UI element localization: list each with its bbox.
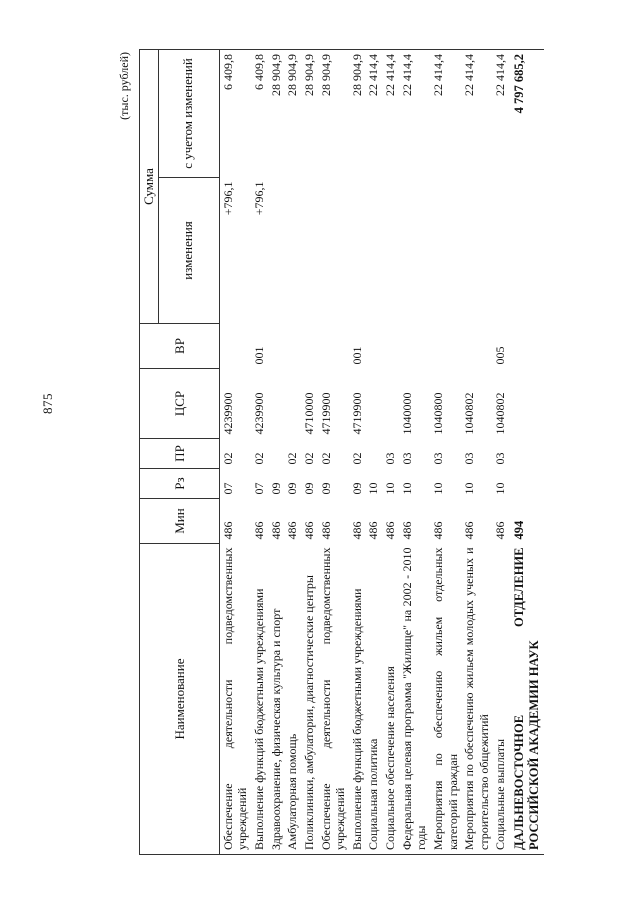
row-rz: 10 xyxy=(430,482,445,495)
row-name: Обеспечение деятельности подведомственных учреждений xyxy=(318,544,349,855)
row-csr: 4719900 xyxy=(318,392,333,435)
row-pr: 03 xyxy=(399,452,414,465)
row-name: Социальные выплаты xyxy=(492,544,509,855)
row-csr: 1040000 xyxy=(399,392,414,435)
table-row xyxy=(284,50,301,855)
row-total: 22 414,4 xyxy=(382,50,399,178)
row-csr: 4719900 xyxy=(349,392,364,435)
row-rz: 07 xyxy=(252,482,267,495)
row-csr xyxy=(509,369,544,439)
row-rz: 10 xyxy=(366,482,381,495)
row-rz: 09 xyxy=(318,482,333,495)
row-name: Выполнение функций бюджетными учреждениями xyxy=(251,544,268,855)
row-min: 486 xyxy=(301,521,316,540)
row-total: 22 414,4 xyxy=(492,50,509,178)
row-min: 486 xyxy=(430,521,445,540)
row-vr xyxy=(318,324,349,369)
table-row xyxy=(399,50,430,855)
row-change xyxy=(461,178,492,324)
row-name: ДАЛЬНЕВОСТОЧНОЕ ОТДЕЛЕНИЕ РОССИЙСКОЙ АКАДЕМИИ НАУК xyxy=(509,544,544,855)
row-change xyxy=(268,178,285,324)
row-total: 6 409,8 xyxy=(251,50,268,178)
row-change xyxy=(430,178,461,324)
row-rz: 10 xyxy=(399,482,414,495)
col-name-header: Наименование xyxy=(140,544,220,855)
row-total: 22 414,4 xyxy=(430,50,461,178)
row-change xyxy=(284,178,301,324)
row-change xyxy=(509,178,544,324)
row-pr: 02 xyxy=(349,452,364,465)
row-pr: 02 xyxy=(252,452,267,465)
row-pr xyxy=(509,439,544,469)
row-pr: 03 xyxy=(462,452,477,465)
table-row xyxy=(461,50,492,855)
row-csr: 4710000 xyxy=(301,392,316,435)
row-pr: 03 xyxy=(493,452,508,465)
row-rz: 09 xyxy=(301,482,316,495)
row-csr xyxy=(365,369,382,439)
row-pr xyxy=(268,439,285,469)
row-total: 28 904,9 xyxy=(284,50,301,178)
total-row xyxy=(509,50,544,855)
row-pr: 02 xyxy=(285,452,300,465)
table-row xyxy=(219,50,251,855)
row-name: Выполнение функций бюджетными учреждениями xyxy=(349,544,366,855)
table-row xyxy=(430,50,461,855)
row-vr xyxy=(301,324,318,369)
row-vr xyxy=(509,324,544,369)
col-with-change-header: с учетом изменений xyxy=(158,50,219,178)
row-min: 486 xyxy=(462,521,477,540)
row-name: Обеспечение деятельности подведомственных учреждений xyxy=(219,544,251,855)
page-number: 875 xyxy=(40,393,55,414)
col-csr-header: ЦСР xyxy=(140,369,220,439)
col-vr-header: ВР xyxy=(140,324,220,369)
row-min: 486 xyxy=(493,521,508,540)
row-total: 28 904,9 xyxy=(268,50,285,178)
row-rz: 09 xyxy=(285,482,300,495)
row-min: 494 xyxy=(512,520,527,540)
budget-table xyxy=(139,49,544,855)
row-total: 28 904,9 xyxy=(318,50,349,178)
col-change-header: изменения xyxy=(158,178,219,324)
table-row xyxy=(365,50,382,855)
table-row xyxy=(318,50,349,855)
row-name: Здравоохранение, физическая культура и спорт xyxy=(268,544,285,855)
row-change xyxy=(301,178,318,324)
row-min: 486 xyxy=(399,521,414,540)
row-vr: 005 xyxy=(493,346,508,365)
table-row xyxy=(268,50,285,855)
row-vr xyxy=(365,324,382,369)
table-row xyxy=(251,50,268,855)
row-total: 22 414,4 xyxy=(365,50,382,178)
row-name: Мероприятия по обеспечению жильем отдельных категорий граждан xyxy=(430,544,461,855)
row-min: 486 xyxy=(285,521,300,540)
row-total: 22 414,4 xyxy=(399,50,430,178)
col-rz-header: Рз xyxy=(140,469,220,499)
row-csr: 4239900 xyxy=(252,392,267,435)
row-change xyxy=(349,178,366,324)
table-body xyxy=(219,50,543,855)
row-pr: 02 xyxy=(220,452,235,465)
row-vr: 001 xyxy=(252,346,267,365)
row-change xyxy=(382,178,399,324)
row-min: 486 xyxy=(383,521,398,540)
table-row xyxy=(349,50,366,855)
row-pr: 03 xyxy=(430,452,445,465)
row-min: 486 xyxy=(252,521,267,540)
row-total: 28 904,9 xyxy=(301,50,318,178)
row-pr: 02 xyxy=(301,452,316,465)
row-change xyxy=(399,178,430,324)
row-csr xyxy=(284,369,301,439)
row-vr xyxy=(461,324,492,369)
row-min: 486 xyxy=(349,521,364,540)
row-total: 4 797 685,2 xyxy=(509,50,544,178)
table-row xyxy=(382,50,399,855)
row-csr xyxy=(268,369,285,439)
row-vr xyxy=(430,324,461,369)
row-change xyxy=(492,178,509,324)
row-rz: 09 xyxy=(268,482,283,495)
row-rz: 07 xyxy=(220,482,235,495)
col-pr-header: ПР xyxy=(140,439,220,469)
table-row xyxy=(301,50,318,855)
row-csr: 1040802 xyxy=(493,392,508,435)
row-name: Социальное обеспечение населения xyxy=(382,544,399,855)
row-change xyxy=(318,178,349,324)
row-min: 486 xyxy=(318,521,333,540)
row-change: +796,1 xyxy=(220,181,235,216)
row-min: 486 xyxy=(268,521,283,540)
row-vr xyxy=(382,324,399,369)
row-vr xyxy=(268,324,285,369)
row-rz: 10 xyxy=(383,482,398,495)
row-vr xyxy=(284,324,301,369)
row-csr: 1040800 xyxy=(430,392,445,435)
row-csr xyxy=(382,369,399,439)
rotated-page xyxy=(115,50,595,855)
col-sum-header: Сумма xyxy=(140,50,159,324)
row-min: 486 xyxy=(366,521,381,540)
row-change xyxy=(365,178,382,324)
row-rz: 09 xyxy=(349,482,364,495)
row-min: 486 xyxy=(220,521,235,540)
row-rz xyxy=(509,469,544,499)
row-vr xyxy=(219,324,251,369)
row-vr: 001 xyxy=(349,346,364,365)
row-name: Амбулаторная помощь xyxy=(284,544,301,855)
table-row xyxy=(492,50,509,855)
row-total: 28 904,9 xyxy=(349,50,366,178)
row-pr xyxy=(365,439,382,469)
row-total: 22 414,4 xyxy=(461,50,492,178)
row-rz: 10 xyxy=(462,482,477,495)
row-total: 6 409,8 xyxy=(219,50,251,178)
units-label: (тыс. рублей) xyxy=(117,52,131,120)
row-vr xyxy=(399,324,430,369)
row-name: Социальная политика xyxy=(365,544,382,855)
row-name: Федеральная целевая программа "Жилище" на 2002 - 2010 годы xyxy=(399,544,430,855)
row-name: Мероприятия по обеспечению жильем молодых ученых и строительство общежитий xyxy=(461,544,492,855)
col-min-header: Мин xyxy=(140,499,220,544)
row-pr: 02 xyxy=(318,452,333,465)
row-name: Поликлиники, амбулатории, диагностические центры xyxy=(301,544,318,855)
row-csr: 4239900 xyxy=(220,392,235,435)
row-pr: 03 xyxy=(383,452,398,465)
row-rz: 10 xyxy=(493,482,508,495)
row-change: +796,1 xyxy=(252,181,267,216)
row-csr: 1040802 xyxy=(462,392,477,435)
